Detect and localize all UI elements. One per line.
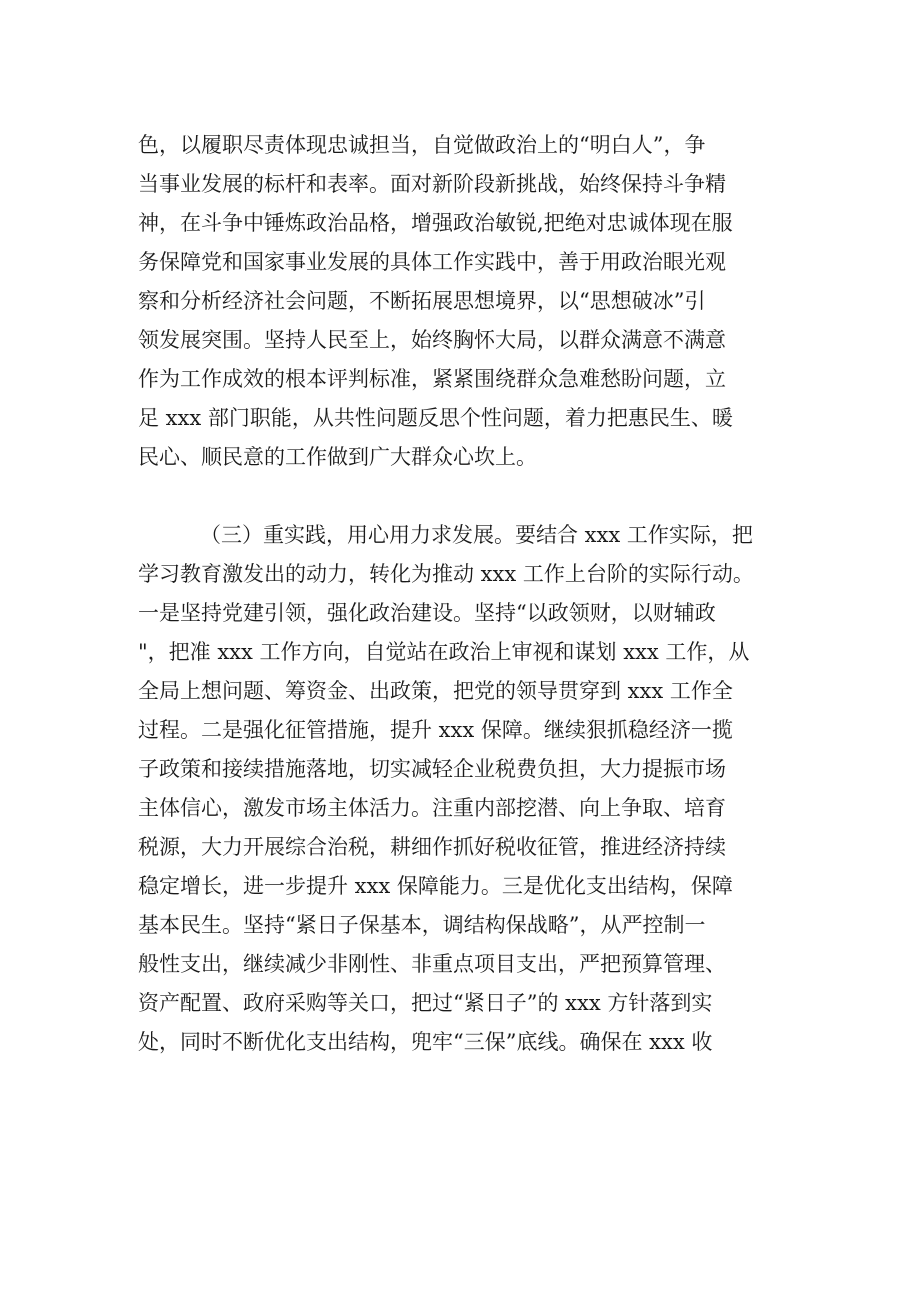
text-line: 务保障党和国家事业发展的具体工作实践中，善于用政治眼光观 (138, 250, 726, 274)
text-line: 稳定增长，进一步提升 xxx 保障能力。三是优化支出结构，保障 (138, 874, 733, 898)
text-line: 察和分析经济社会问题，不断拓展思想境界，以“思想破冰”引 (138, 289, 706, 313)
text-line: "，把准 xxx 工作方向，自觉站在政治上审视和谋划 xxx 工作，从 (138, 640, 750, 664)
text-line: 过程。二是强化征管措施，提升 xxx 保障。继续狠抓稳经济一揽 (138, 718, 733, 742)
text-line: 色，以履职尽责体现忠诚担当，自觉做政治上的“明白人”，争 (138, 133, 706, 157)
text-line: 子政策和接续措施落地，切实减轻企业税费负担，大力提振市场 (138, 757, 726, 781)
text-line: 作为工作成效的根本评判标准，紧紧围绕群众急难愁盼问题，立 (138, 367, 726, 391)
text-line: 主体信心，激发市场主体活力。注重内部挖潜、向上争取、培育 (138, 796, 726, 820)
text-line: 民心、顺民意的工作做到广大群众心坎上。 (138, 445, 537, 469)
text-line: 足 xxx 部门职能，从共性问题反思个性问题，着力把惠民生、暖 (138, 406, 733, 430)
text-line: 当事业发展的标杆和表率。面对新阶段新挑战，始终保持斗争精 (138, 172, 726, 196)
text-line: 神，在斗争中锤炼政治品格，增强政治敏锐,把绝对忠诚体现在服 (138, 211, 733, 235)
text-line: 资产配置、政府采购等关口，把过“紧日子”的 xxx 方针落到实 (138, 991, 713, 1015)
text-line: 处，同时不断优化支出结构，兜牢“三保”底线。确保在 xxx 收 (138, 1030, 713, 1054)
section-heading-line: （三）重实践，用心用力求发展。要结合 xxx 工作实际，把 (200, 523, 753, 547)
text-line: 领发展突围。坚持人民至上，始终胸怀大局，以群众满意不满意 (138, 328, 726, 352)
text-line: 税源，大力开展综合治税，耕细作抓好税收征管，推进经济持续 (138, 835, 726, 859)
text-line: 学习教育激发出的动力，转化为推动 xxx 工作上台阶的实际行动。 (138, 562, 754, 586)
text-line: 般性支出，继续减少非刚性、非重点项目支出，严把预算管理、 (138, 952, 726, 976)
text-line: 全局上想问题、筹资金、出政策，把党的领导贯穿到 xxx 工作全 (138, 679, 733, 703)
text-line: 基本民生。坚持“紧日子保基本，调结构保战略”，从严控制一 (138, 913, 706, 937)
text-line: 一是坚持党建引领，强化政治建设。坚持“以政领财，以财辅政 (138, 601, 716, 625)
